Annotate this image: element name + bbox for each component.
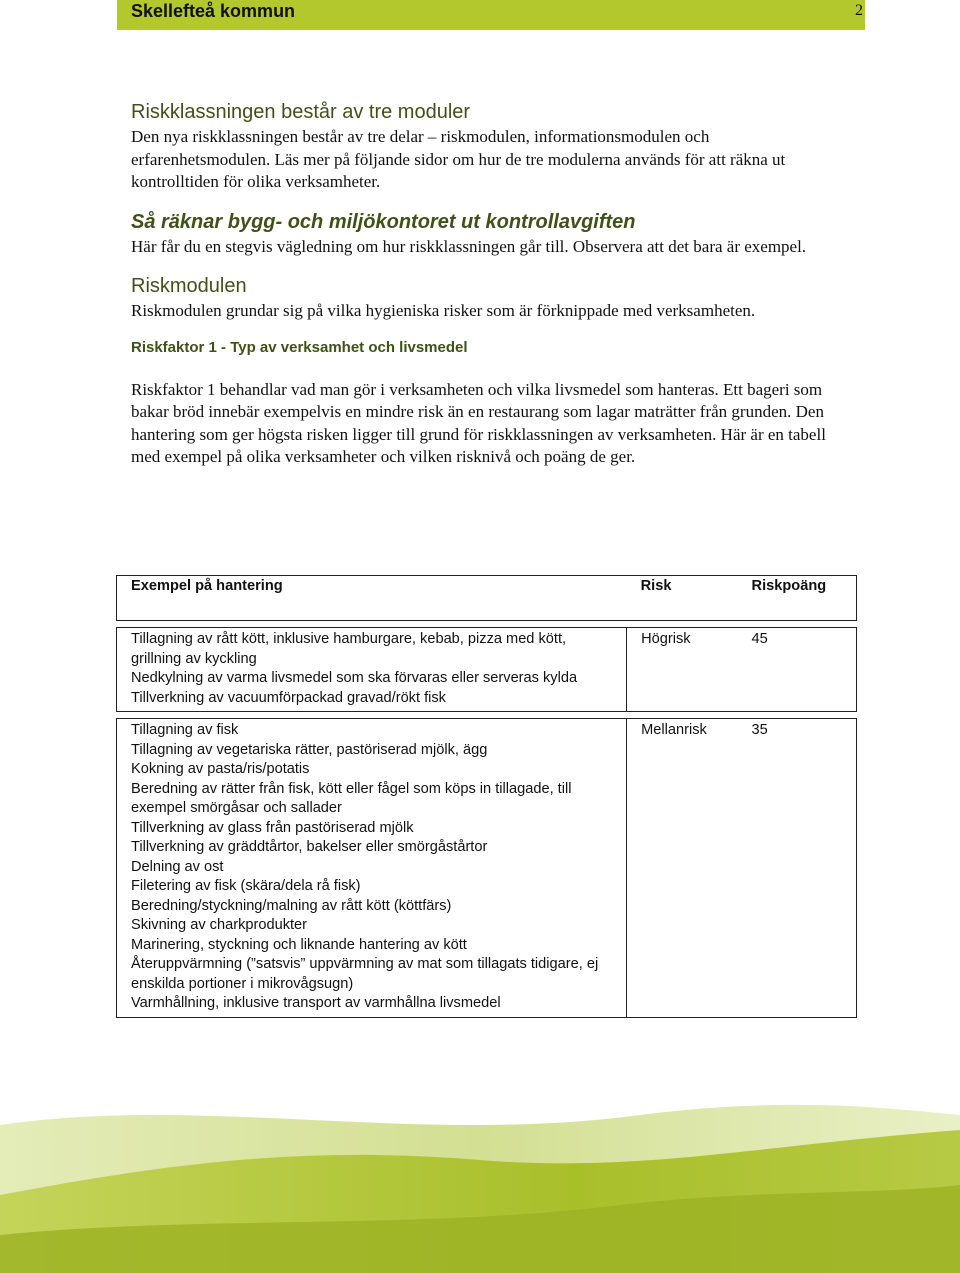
list-item: Skivning av charkprodukter [131,917,308,933]
list-item: Tillagning av rått kött, inklusive hamburgare, kebab, pizza med kött, grillning av kyckling [131,631,567,667]
list-item: Återuppvärmning (”satsvis” uppvärmning av mat som tillagats tidigare, ej enskilda portioner i mikrovågsugn) [131,956,599,992]
list-item: Tillagning av fisk [131,722,239,738]
list-item: Tillverkning av vacuumförpackad gravad/rökt fisk [131,689,446,706]
column-header: Risk [627,576,738,621]
list-item: Varmhållning, inklusive transport av varmhållna livsmedel [131,995,501,1011]
section-title-modules: Riskklassningen består av tre moduler [131,101,471,123]
section-title-riskmodule: Riskmodulen [131,275,247,297]
table-row [117,719,857,1018]
table-cell-points: 35 [738,719,857,1018]
section-title-fee: Så räknar bygg- och miljökontoret ut kontrollavgiften [131,210,636,233]
list-item: Nedkylning av varma livsmedel som ska förvaras eller serveras kylda [131,670,578,686]
list-item: Filetering av fisk (skära/dela rå fisk) [131,878,361,894]
section-text-fee: Här får du en stegvis vägledning om hur riskklassningen går till. Observera att det bara är exempel. [131,236,807,256]
section-text-modules: Den nya riskklassningen består av tre delar – riskmodulen, informationsmodulen och erfarenhetsmodulen. Läs mer på följande sidor om hur de tre modulerna används för att räkna ut kontrolltiden för olika verksamheter. [131,127,786,191]
list-item: Marinering, styckning och liknande hantering av kött [131,936,467,953]
list-item: Beredning av rätter från fisk, kött eller fågel som köps in tillagade, till exempel smörgåsar och sallader [131,780,572,816]
page-number: 2 [855,2,863,19]
list-item: Delning av ost [131,858,224,875]
table-cell-examples [117,628,627,712]
table-row [117,628,857,712]
risk-table [116,575,857,1018]
column-header: Exempel på hantering [117,576,627,621]
table-header-row [117,576,857,621]
table-cell-risk: Mellanrisk [627,719,738,1018]
table-cell-points: 45 [738,628,857,712]
column-header: Riskpoäng [738,576,857,621]
list-item: Kokning av pasta/ris/potatis [131,761,310,777]
section-text-riskfactor: Riskfaktor 1 behandlar vad man gör i verksamheten och vilka livsmedel som hanteras. Ett bageri som bakar bröd innebär exempelvis en mindre risk än en restaurang som lagar maträtter från grunden. Den hantering som ger högsta risken ligger till grund för riskklassningen av verksamheten. Här är en tabell med exempel på olika verksamheter och vilken risknivå och poäng de ger. [131,379,826,466]
section-text-riskmodule: Riskmodulen grundar sig på vilka hygieniska risker som är förknippade med verksamheten. [131,301,756,320]
list-item: Beredning/styckning/malning av rått kött (köttfärs) [131,897,452,914]
document-body [131,98,843,469]
list-item: Tillverkning av gräddtårtor, bakelser eller smörgåstårtor [131,839,488,855]
list-item: Tillverkning av glass från pastöriserad mjölk [131,819,414,836]
header-title: Skellefteå kommun [131,1,296,21]
section-title-riskfactor: Riskfaktor 1 - Typ av verksamhet och livsmedel [131,338,468,356]
list-item: Tillagning av vegetariska rätter, pastöriserad mjölk, ägg [131,741,488,758]
table-cell-examples [117,719,627,1018]
footer-wave-decoration [0,1085,960,1273]
table-spacer [117,712,857,719]
table-cell-risk: Högrisk [627,628,738,712]
table-spacer [117,621,857,628]
